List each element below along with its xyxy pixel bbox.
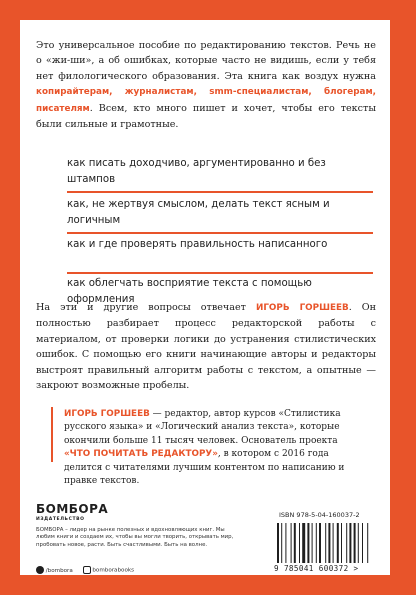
bio-project-name: «ЧТО ПОЧИТАТЬ РЕДАКТОРУ» bbox=[64, 449, 218, 460]
publisher-logo-subtitle: ИЗДАТЕЛЬСТВО bbox=[36, 517, 85, 522]
bio-accent-bar bbox=[51, 407, 53, 462]
answer-lead: На эти и другие вопросы отвечает bbox=[36, 302, 256, 313]
question-divider bbox=[67, 232, 373, 234]
intro-text-1: Это универсальное пособие по редактированию текстов. Речь не о «жи-ши», а об ошибках, которые часто не видишь, если у тебя нет филологического образования. Эта книга как воздух нужна bbox=[36, 40, 376, 82]
question-3: как и где проверять правильность написанного bbox=[67, 239, 328, 250]
social-instagram-label: bomborabooks bbox=[92, 567, 135, 574]
publisher-logo: БОМБОРА bbox=[36, 502, 109, 516]
social-vk-label: /bombora bbox=[45, 567, 73, 574]
answer-author: ИГОРЬ ГОРШЕЕВ bbox=[255, 303, 349, 313]
question-divider bbox=[67, 272, 373, 274]
content-panel bbox=[20, 20, 390, 575]
author-bio bbox=[64, 408, 364, 488]
publisher-blurb: БОМБОРА – лидер на рынке полезных и вдохновляющих книг. Мы любим книги и создаем их, чтобы вы могли творить, открывать мир, пробовать новое, расти. Быть счастливыми. Быть на волне. bbox=[36, 527, 234, 548]
answer-rest: . Он полностью разбирает процесс редакторской работы с материалом, от проверки логики до устранения стилистических ошибок. С помощью его книги начинающие авторы и редакторы выстроят правильный алгоритм работы с текстом, а опытные — закроют возможные пробелы. bbox=[36, 302, 376, 392]
intro-audience: копирайтерам, журналистам, smm-специалистам, блогерам, писателям bbox=[36, 87, 376, 114]
answer-paragraph bbox=[36, 300, 376, 393]
vk-icon bbox=[36, 566, 44, 574]
bio-text-2: , в котором с 2016 года делится с читателями лучшим контентом по написанию и правке текстов. bbox=[64, 449, 345, 487]
question-divider bbox=[67, 191, 373, 193]
question-2: как, не жертвуя смыслом, делать текст ясным и логичным bbox=[67, 199, 330, 226]
intro-paragraph bbox=[36, 38, 376, 132]
isbn-label: ISBN 978-5-04-160037-2 bbox=[279, 511, 360, 519]
question-1: как писать доходчиво, аргументированно и без штампов bbox=[67, 158, 326, 185]
barcode-number: 9 785041 600372 > bbox=[274, 564, 359, 573]
bio-author-name: ИГОРЬ ГОРШЕЕВ bbox=[64, 409, 150, 419]
barcode bbox=[275, 523, 371, 563]
question-4: как облегчать восприятие текста с помощью оформления bbox=[67, 278, 312, 305]
intro-text-2: . Всем, кто много пишет и хочет, чтобы его тексты были сильные и грамотные. bbox=[36, 102, 376, 131]
bio-text-1: — редактор, автор курсов «Стилистика русского языка» и «Логический анализ текста», которые окончили больше 11 тысяч человек. Основатель проекта bbox=[64, 409, 341, 446]
publisher-social-links bbox=[36, 566, 134, 574]
instagram-icon bbox=[83, 566, 91, 574]
